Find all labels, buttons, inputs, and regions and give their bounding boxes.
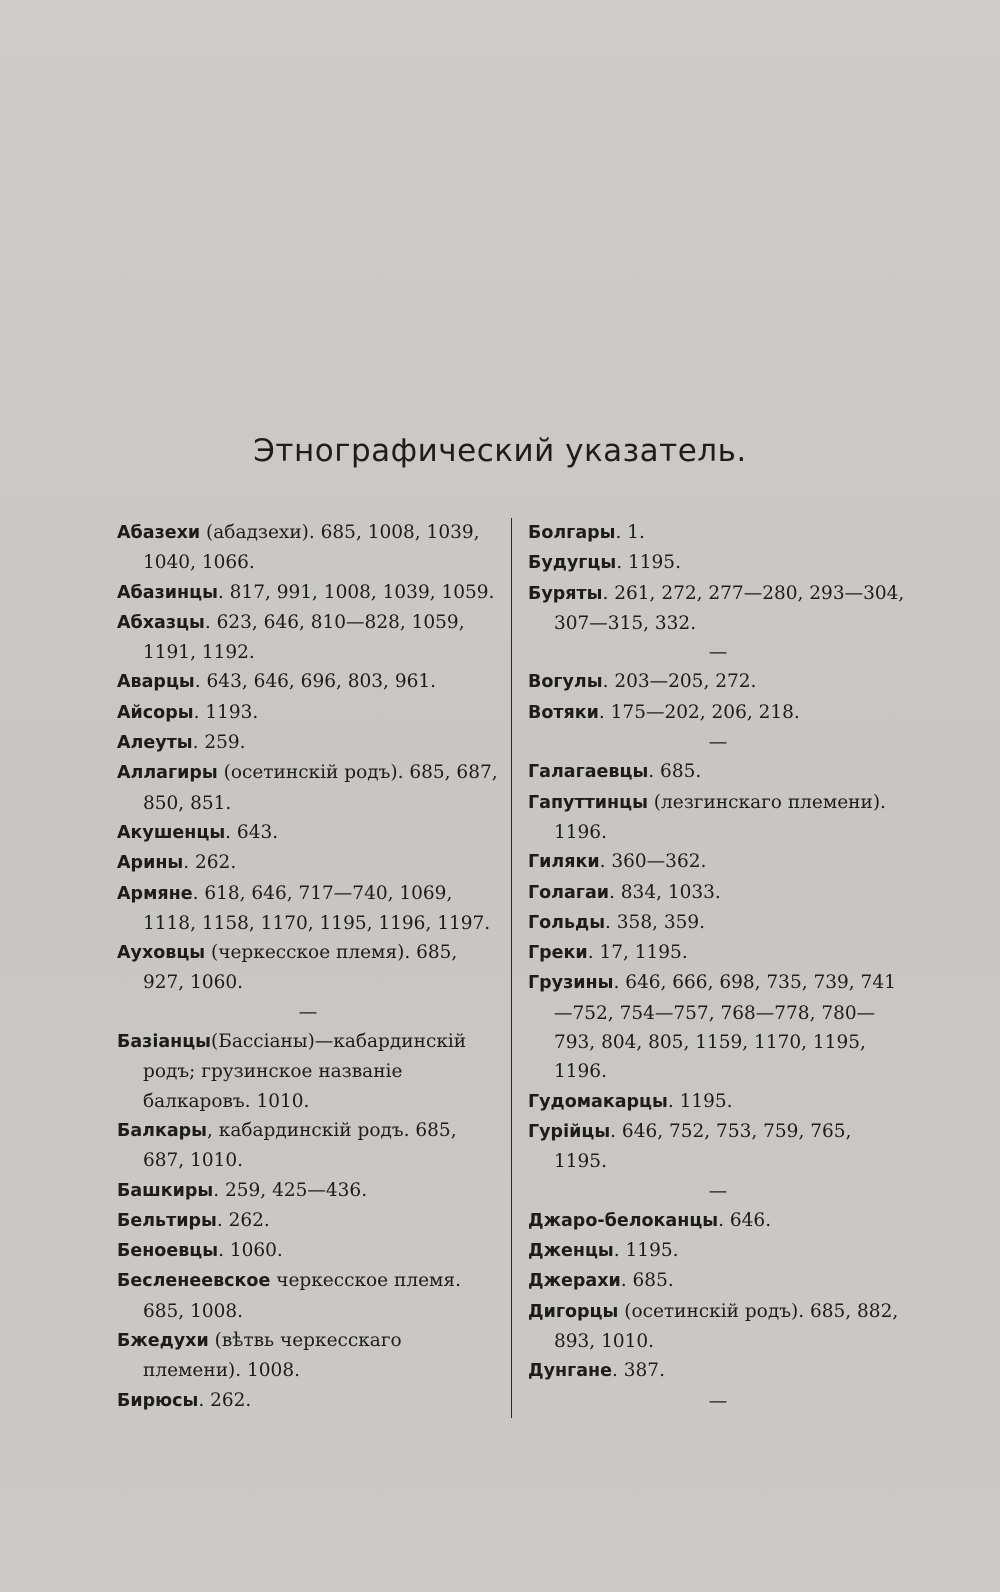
index-entry	[117, 1206, 499, 1236]
entry-term: Бжедухи	[117, 1331, 209, 1352]
index-entry	[117, 848, 499, 878]
index-entry	[117, 698, 499, 728]
entry-term: Дунгане	[528, 1361, 612, 1382]
entry-references: . 360—362.	[599, 851, 707, 873]
entry-term: Греки	[528, 943, 588, 964]
entry-references: (осетинскій родъ). 685, 882, 893, 1010.	[554, 1300, 899, 1353]
index-entry	[117, 818, 499, 848]
index-entry	[117, 608, 499, 668]
index-entry	[117, 1176, 499, 1206]
entry-term: Гольды	[528, 912, 606, 933]
entry-references: . 685.	[620, 1270, 674, 1292]
entry-term: Акушенцы	[117, 822, 226, 843]
entry-term: Гапуттинцы	[528, 792, 648, 813]
entry-term: Бирюсы	[117, 1390, 199, 1411]
index-entry	[528, 847, 908, 877]
index-entry	[117, 518, 499, 578]
entry-term: Абхазцы	[117, 612, 205, 633]
section-separator: —	[708, 1390, 728, 1412]
entry-references: . 17, 1195.	[587, 942, 688, 964]
entry-term: Грузины	[528, 973, 614, 994]
entry-references: . 834, 1033.	[609, 881, 721, 903]
index-entry	[528, 548, 908, 578]
entry-references: (вѣтвь черкесскаго племени). 1008.	[143, 1330, 402, 1382]
entry-references: (черкесское племя). 685, 927, 1060.	[143, 942, 458, 994]
entry-term: Базіанцы	[117, 1032, 212, 1053]
entry-references: . 175—202, 206, 218.	[598, 701, 800, 723]
index-entry	[528, 878, 908, 908]
index-entry	[528, 579, 908, 639]
entry-references: . 646.	[718, 1209, 772, 1231]
entry-term: Болгары	[528, 523, 616, 543]
index-entry	[117, 728, 499, 758]
index-column-right	[528, 518, 908, 1416]
entry-references: черкесское племя. 685, 1008.	[143, 1270, 461, 1322]
index-entry	[117, 879, 499, 939]
entry-references: . 1193.	[193, 701, 259, 723]
index-entry	[528, 1297, 908, 1357]
index-entry	[528, 518, 908, 548]
entry-term: Дигорцы	[528, 1301, 619, 1322]
entry-references: . 646, 666, 698, 735, 739, 741—752, 754—757, 768—778, 780—793, 804, 805, 1159, 1170, 1195, 1196.	[554, 972, 896, 1083]
section-separator: —	[708, 642, 728, 664]
index-entry	[117, 1266, 499, 1326]
entry-term: Аварцы	[117, 672, 195, 693]
entry-references: . 643.	[225, 821, 279, 843]
index-entry	[528, 938, 908, 968]
entry-term: Дженцы	[528, 1241, 614, 1262]
entry-term: Айсоры	[117, 702, 194, 723]
index-entry	[528, 968, 908, 1086]
entry-references: . 259, 425—436.	[213, 1179, 368, 1201]
entry-references: . 643, 646, 696, 803, 961.	[194, 671, 437, 693]
entry-term: Гиляки	[528, 852, 600, 873]
entry-term: Абазехи	[117, 523, 201, 543]
entry-term: Гурійцы	[528, 1121, 611, 1142]
entry-term: Вотяки	[528, 702, 599, 723]
index-entry	[528, 1087, 908, 1117]
section-separator: —	[708, 732, 728, 754]
entry-references: . 262.	[216, 1209, 270, 1231]
section-separator: —	[298, 1001, 318, 1023]
index-entry	[528, 1206, 908, 1236]
index-entry	[117, 1236, 499, 1266]
entry-references: (лезгинскаго племени). 1196.	[554, 791, 886, 843]
entry-references: (Бассіаны)—кабардинскій родъ; грузинское названіе балкаровъ. 1010.	[143, 1031, 467, 1112]
index-entry	[117, 758, 499, 818]
index-entry	[528, 698, 908, 728]
index-column-left	[117, 518, 499, 1416]
entry-references: . 1060.	[218, 1240, 283, 1262]
entry-references: . 387.	[612, 1360, 665, 1382]
entry-term: Галагаевцы	[528, 762, 649, 783]
index-entry	[117, 1027, 499, 1116]
entry-term: Бельтиры	[117, 1210, 217, 1231]
entry-term: Аллагиры	[117, 763, 218, 784]
entry-references: . 1195.	[667, 1090, 733, 1112]
index-entry	[528, 1117, 908, 1177]
index-entry	[117, 667, 499, 697]
entry-term: Джаро-белоканцы	[528, 1210, 719, 1231]
entry-references: . 203—205, 272.	[602, 671, 757, 693]
entry-references: . 262.	[183, 852, 237, 874]
entry-references: . 618, 646, 717—740, 1069, 1118, 1158, 1170, 1195, 1196, 1197.	[143, 882, 491, 934]
index-entry	[528, 757, 908, 787]
entry-references: . 1195.	[613, 1240, 679, 1262]
index-entry	[117, 1116, 499, 1176]
entry-term: Гудомакарцы	[528, 1091, 668, 1112]
index-entry	[528, 667, 908, 697]
index-entry	[528, 1236, 908, 1266]
index-entry	[528, 788, 908, 848]
entry-term: Беноевцы	[117, 1241, 219, 1262]
entry-term: Арины	[117, 853, 184, 874]
entry-term: Башкиры	[117, 1180, 214, 1201]
entry-references: . 623, 646, 810—828, 1059, 1191, 1192.	[143, 611, 465, 664]
index-entry	[528, 1266, 908, 1296]
column-divider	[511, 518, 512, 1418]
entry-references: (абадзехи). 685, 1008, 1039, 1040, 1066.	[143, 522, 480, 574]
entry-references: . 817, 991, 1008, 1039, 1059.	[217, 581, 495, 603]
entry-references: . 262.	[198, 1389, 252, 1411]
entry-term: Джерахи	[528, 1271, 621, 1292]
entry-references: , кабардинскій родъ. 685, 687, 1010.	[143, 1119, 457, 1172]
section-separator: —	[708, 1180, 728, 1202]
index-entry	[528, 1356, 908, 1386]
index-entry	[117, 578, 499, 608]
entry-references: . 646, 752, 753, 759, 765, 1195.	[554, 1120, 852, 1173]
entry-term: Будугцы	[528, 553, 617, 574]
entry-term: Ауховцы	[117, 943, 206, 964]
index-entry	[117, 1386, 499, 1416]
entry-term: Абазинцы	[117, 582, 218, 603]
entry-term: Алеуты	[117, 733, 193, 754]
page-title: Этнографический указатель.	[253, 433, 747, 469]
entry-term: Вогулы	[528, 672, 603, 693]
entry-references: . 685.	[648, 761, 702, 783]
entry-references: . 261, 272, 277—280, 293—304, 307—315, 332.	[554, 582, 905, 634]
entry-term: Бесленеевское	[117, 1271, 271, 1292]
index-entry	[117, 1326, 499, 1386]
entry-term: Голагаи	[528, 882, 610, 903]
entry-references: . 1.	[615, 522, 645, 543]
entry-term: Буряты	[528, 583, 603, 604]
index-entry	[117, 938, 499, 998]
entry-references: . 358, 359.	[605, 911, 706, 933]
entry-term: Армяне	[117, 883, 193, 904]
entry-term: Балкары	[117, 1120, 208, 1141]
entry-references: (осетинскій родъ). 685, 687, 850, 851.	[143, 762, 498, 814]
entry-references: . 1195.	[616, 552, 681, 574]
entry-references: . 259.	[192, 732, 246, 754]
index-entry	[528, 908, 908, 938]
